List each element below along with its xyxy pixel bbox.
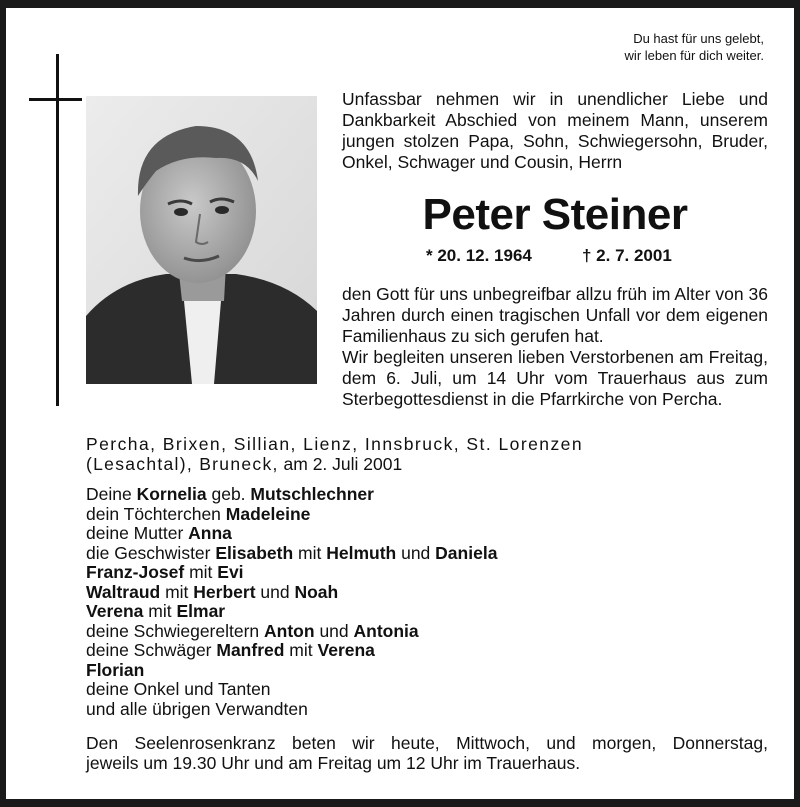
places-date-line — [86, 454, 666, 474]
mourner-name: Noah — [294, 581, 339, 602]
mourner-relation: geb. — [206, 484, 251, 504]
mourner-line — [86, 524, 736, 544]
mourner-name: Franz-Josef — [86, 562, 185, 582]
mourner-line — [86, 622, 736, 642]
mourner-line — [86, 485, 736, 505]
rosary-line: jeweils um 19.30 Uhr und am Freitag um 12 Uhr im Trauerhaus. — [86, 753, 581, 773]
portrait-image — [86, 96, 317, 384]
mourner-name: Kornelia — [136, 484, 207, 504]
mourner-line — [86, 661, 736, 681]
cross-icon — [56, 54, 59, 406]
mourner-relation: deine Onkel und Tanten — [86, 679, 271, 699]
funeral-details-text: Wir begleiten unseren lieben Verstorbenen am Freitag, dem 6. Juli, um 14 Uhr vom Trauerhaus aus zum Sterbegottesdienst in die Pfarrkirche von Percha. — [342, 347, 768, 409]
places-line: Percha, Brixen, Sillian, Lienz, Innsbruck, St. Lorenzen — [86, 434, 584, 454]
mourner-relation: deine Mutter — [86, 523, 189, 543]
mourner-line — [86, 680, 736, 700]
mourner-name: Florian — [86, 659, 145, 680]
intro-text — [342, 89, 768, 173]
motto-line: Du hast für uns gelebt, — [633, 31, 764, 46]
portrait-photo — [86, 96, 317, 384]
mourner-name: Elmar — [176, 601, 226, 621]
mourner-relation: deine Schwiegereltern — [86, 620, 265, 641]
mourner-relation: und — [255, 581, 295, 602]
death-circumstances-text: den Gott für uns unbegreifbar allzu früh im Alter von 36 Jahren durch einen tragischen Unfall vor dem eigenen Familienhaus zu sich gerufen hat. — [342, 284, 768, 346]
mourner-name: Herbert — [193, 581, 256, 602]
mourner-relation: die Geschwister — [86, 542, 216, 563]
mourner-name: Daniela — [435, 542, 498, 563]
mourner-line — [86, 641, 736, 661]
mourner-relation: mit — [160, 581, 194, 602]
mourner-name: Anton — [264, 620, 315, 641]
mourner-name: Waltraud — [86, 581, 161, 602]
mourner-relation: und alle übrigen Verwandten — [86, 698, 308, 719]
mourners-list — [86, 485, 736, 719]
mourner-relation: dein Töchterchen — [86, 503, 226, 524]
intro-paragraph: Unfassbar nehmen wir in unendlicher Liebe und Dankbarkeit Abschied von meinem Mann, unserem jungen stolzen Papa, Sohn, Schwiegersohn, Bruder, Onkel, Schwager und Cousin, Herrn — [342, 89, 768, 172]
deceased-name: Peter Steiner — [422, 190, 688, 239]
mourner-line — [86, 700, 736, 720]
places-line-continued: (Lesachtal), Bruneck, — [86, 454, 279, 474]
mourner-line — [86, 583, 736, 603]
mourner-name: Mutschlechner — [250, 484, 374, 504]
mourner-relation: mit — [293, 542, 327, 563]
mourner-relation: Deine — [86, 484, 137, 504]
places-and-date — [86, 434, 666, 474]
mourner-name: Evi — [217, 562, 244, 582]
mourner-name: Madeleine — [225, 503, 311, 524]
notice-date: am 2. Juli 2001 — [278, 454, 403, 474]
mourner-relation: mit — [184, 562, 218, 582]
mourner-relation: mit — [284, 640, 318, 660]
death-date: † 2. 7. 2001 — [582, 246, 672, 265]
mourner-line — [86, 602, 736, 622]
mourner-name: Anna — [188, 523, 232, 543]
mourner-relation: und — [314, 620, 354, 641]
mourner-line — [86, 505, 736, 525]
mourner-name: Antonia — [353, 620, 419, 641]
motto-line: wir leben für dich weiter. — [624, 48, 764, 63]
rosary-line: Den Seelenrosenkranz beten wir heute, Mittwoch, und morgen, Donnerstag, — [86, 733, 768, 753]
motto-quote — [560, 30, 764, 64]
mourner-relation: und — [396, 542, 436, 563]
mourner-name: Helmuth — [326, 542, 397, 563]
cross-icon-bar — [29, 98, 82, 101]
mourner-name: Verena — [317, 640, 375, 660]
mourner-name: Elisabeth — [215, 542, 294, 563]
mourner-relation: mit — [143, 601, 177, 621]
mourner-name: Manfred — [216, 640, 285, 660]
birth-date: * 20. 12. 1964 — [426, 246, 532, 265]
mourner-name: Verena — [86, 601, 144, 621]
mourner-relation: deine Schwäger — [86, 640, 217, 660]
rosary-announcement — [86, 733, 768, 773]
mourner-line — [86, 544, 736, 564]
mourner-line — [86, 563, 736, 583]
